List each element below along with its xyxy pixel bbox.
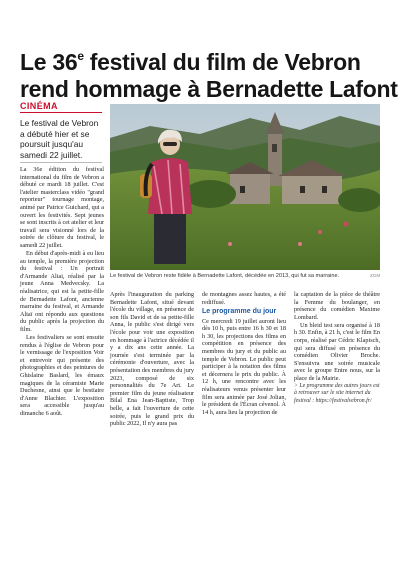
rubric-label: CINÉMA [20, 101, 58, 111]
article-paragraph: En début d'après-midi à eu lieu au temple, la première projection du festival : Un portrait d'Armande Altai, réalisé par la jeune Anna Medvecsky. La réalisatrice, qui est la petite-fille de Bernadette Lafont, ancienne marraine du festival, et Armande Altaï ont répondu aux questions du public après la projection du film. [20, 250, 104, 333]
article-paragraph: la captation de la pièce de théâtre la Femme du boulanger, en présence du comédien Maxime Lombard. [294, 291, 380, 321]
article-column-3 [202, 291, 286, 417]
headline-line2: rend hommage à Bernadette Lafont [20, 75, 398, 102]
article-column-4 [294, 291, 380, 405]
article-column-1 [20, 166, 104, 418]
article-paragraph: Après l'inauguration du parking Bernadette Lafont, situé devant l'école du village, en présence de son fils David et de sa petite-fille Anna, le public s'est dirigé vers l'école pour voir une exposition en hommage à l'actrice décédée il y a dix ans cette année. La journée s'est terminée par la cérémonie d'ouverture, avec la présentation des membres du jury 2023, composé de six personnalités du 7e Art. Le premier film du jeune réalisateur Bilal Ena Jean-Baptiste, Trop belle, a fait l'ouverture de cette soirée, puis le grand prix du public 2022, Il n'y aura pas [110, 291, 194, 428]
headline [20, 44, 398, 103]
section-subhead: Le programme du jour [202, 308, 277, 316]
festival-photo [110, 104, 380, 270]
headline-line1 [20, 49, 361, 75]
rubric-rule [20, 112, 102, 113]
article-column-2 [110, 291, 194, 428]
photo-credit: ZGM [370, 273, 381, 278]
headline-superscript: e [77, 49, 84, 63]
article-paragraph: Les festivaliers se sont ensuite rendus à l'église de Vebron pour le vernissage de l'exposition Voir et entrevoir qui présente des photographies et des peintures de Ghislaine Baslard, les émaux magiques de la céramiste Marie Duchesne, ainsi que le bestiaire d'Anne Blachier. L'exposition sera accessible jusqu'au dimanche 6 août. [20, 334, 104, 417]
chapo-divider [20, 162, 102, 163]
headline-line1-rest: festival du film de Vebron [83, 48, 361, 75]
article-paragraph: Un bleid test sera organisé à 18 h 30. Enfin, à 21 h, c'est le film En corps, réalisé par Cédric Klapisch, qui sera diffusé en présence du comédien Olivier Broche. S'ensuivra une soirée musicale avec le groupe Entre nous, sur la place de la Mairie. [294, 321, 381, 383]
program-note: > Le programme des autres jours est à retrouver sur le site internet du festival : https://festivalvebron.fr/ [294, 383, 380, 404]
article-paragraph: de montagnes assez hautes, a été rediffusé. [202, 291, 286, 306]
photo-caption: Le festival de Vebron reste fidèle à Bernadette Lafont, décédée en 2013, qui fut sa marraine. [110, 273, 340, 279]
article-paragraph: La 36e édition du festival international du film de Vebron a débuté ce mardi 18 juillet. C'est l'atelier masterclass vidéo "grand reporteur" tournage montage, animé par Patrice Guichard, qui a ouvert les festivités. Sept jeunes se sont inscrits à cet atelier et leur travail sera visionné lors de la soirée de clôture du festival, le samedi 22 juillet. [20, 166, 104, 249]
article-paragraph: Ce mercredi 19 juillet auront lieu dès 10 h, puis entre 16 h 30 et 18 h 30, les projections des films en compétition en présence des membres du jury et du public au temple de Vebron. Le public peut participer à la notation des films et décernera le prix du public. À 12 h, une rencontre avec les réalisateurs venus présenter leur film sera animée par José Jolian, le président de l'Écran cévenol. À 14 h, aura lieu la projection de [202, 317, 286, 416]
chapo: Le festival de Vebron a débuté hier et se poursuit jusqu'au samedi 22 juillet. [20, 118, 99, 160]
headline-prefix: Le 36 [20, 48, 78, 75]
